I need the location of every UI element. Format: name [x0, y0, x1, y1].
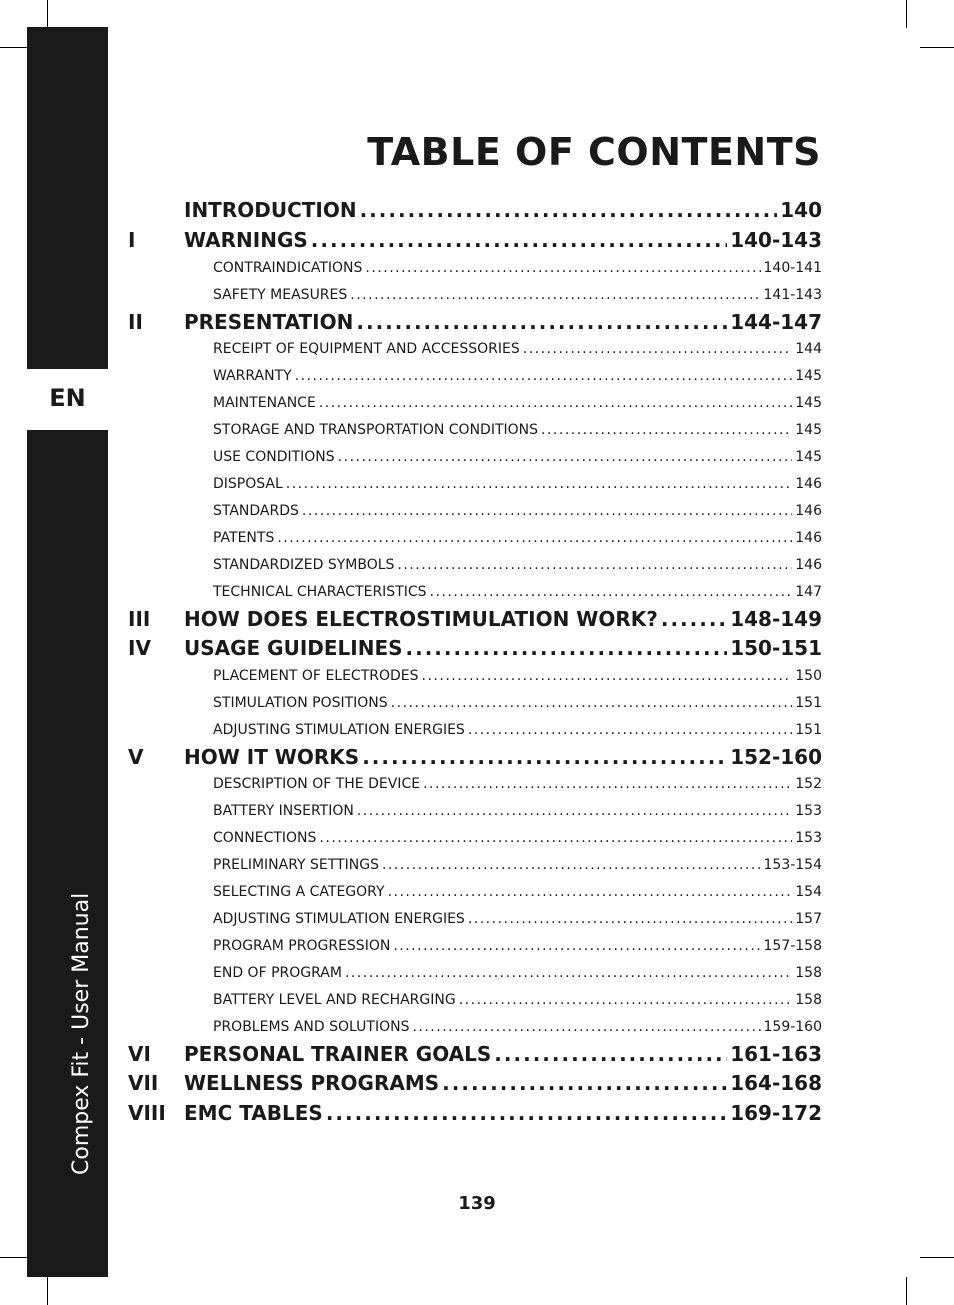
entry-title: BATTERY LEVEL AND RECHARGING: [213, 992, 456, 1008]
entry-title: PERSONAL TRAINER GOALS: [184, 1042, 492, 1066]
entry-title: HOW DOES ELECTROSTIMULATION WORK?: [184, 607, 658, 631]
dot-leader: [362, 744, 727, 771]
entry-title: RECEIPT OF EQUIPMENT AND ACCESSORIES: [213, 341, 520, 357]
toc-section-entry[interactable]: [128, 606, 822, 633]
entry-title: WARNINGS: [184, 228, 308, 252]
dot-leader: [319, 825, 792, 852]
toc-subsection-entry[interactable]: [128, 255, 822, 282]
entry-title: ADJUSTING STIMULATION ENERGIES: [213, 911, 465, 927]
toc-subsection-entry[interactable]: [128, 798, 822, 825]
entry-title: WELLNESS PROGRAMS: [184, 1071, 440, 1095]
entry-page: 153: [795, 803, 822, 819]
toc-section-entry[interactable]: [128, 1041, 822, 1068]
section-number: VI: [128, 1042, 151, 1066]
dot-leader: [365, 255, 760, 282]
toc-section-entry[interactable]: [128, 195, 822, 225]
entry-page: 152-160: [730, 745, 822, 769]
toc-subsection-entry[interactable]: [128, 444, 822, 471]
entry-page: 151: [795, 695, 822, 711]
entry-title: PRELIMINARY SETTINGS: [213, 857, 379, 873]
entry-page: 144: [795, 341, 822, 357]
dot-leader: [442, 1068, 727, 1098]
entry-title: ADJUSTING STIMULATION ENERGIES: [213, 722, 465, 738]
entry-title: DESCRIPTION OF THE DEVICE: [213, 776, 421, 792]
section-number: VIII: [128, 1101, 166, 1125]
page-title: TABLE OF CONTENTS: [367, 130, 821, 174]
entry-title: EMC TABLES: [184, 1101, 323, 1125]
dot-leader: [388, 879, 793, 906]
entry-page: 141-143: [763, 287, 822, 303]
toc-subsection-entry[interactable]: [128, 663, 822, 690]
dot-leader: [459, 987, 793, 1014]
dot-leader: [350, 282, 760, 309]
dot-leader: [412, 1014, 760, 1041]
dot-leader: [523, 336, 793, 363]
entry-page: 161-163: [730, 1042, 822, 1066]
crop-mark: [906, 1277, 907, 1305]
section-number: VII: [128, 1071, 159, 1095]
entry-title: STORAGE AND TRANSPORTATION CONDITIONS: [213, 422, 539, 438]
entry-title: DISPOSAL: [213, 476, 283, 492]
toc-subsection-entry[interactable]: [128, 852, 822, 879]
crop-mark: [906, 0, 907, 28]
dot-leader: [430, 579, 793, 606]
section-number: IV: [128, 636, 151, 660]
entry-title: PROGRAM PROGRESSION: [213, 938, 391, 954]
crop-mark: [0, 1257, 28, 1258]
dot-leader: [468, 717, 792, 744]
entry-page: 150-151: [730, 636, 822, 660]
entry-page: 146: [795, 530, 822, 546]
table-of-contents: [128, 195, 822, 1128]
toc-section-entry[interactable]: [128, 1068, 822, 1098]
dot-leader: [356, 309, 727, 336]
entry-title: PRESENTATION: [184, 310, 354, 334]
dot-leader: [326, 1098, 727, 1128]
entry-title: SELECTING A CATEGORY: [213, 884, 385, 900]
entry-page: 153: [795, 830, 822, 846]
entry-page: 158: [795, 965, 822, 981]
dot-leader: [295, 363, 793, 390]
entry-title: HOW IT WORKS: [184, 745, 360, 769]
dot-leader: [494, 1041, 727, 1068]
entry-title: PLACEMENT OF ELECTRODES: [213, 668, 419, 684]
entry-title: PATENTS: [213, 530, 275, 546]
crop-mark: [47, 1277, 48, 1305]
entry-page: 147: [795, 584, 822, 600]
entry-page: 146: [795, 476, 822, 492]
entry-title: CONNECTIONS: [213, 830, 317, 846]
dot-leader: [468, 906, 792, 933]
toc-section-entry[interactable]: [128, 1098, 822, 1128]
dot-leader: [423, 771, 792, 798]
toc-subsection-entry[interactable]: [128, 498, 822, 525]
entry-title: INTRODUCTION: [184, 198, 357, 222]
toc-subsection-entry[interactable]: [128, 690, 822, 717]
toc-section-entry[interactable]: [128, 744, 822, 771]
manual-label: Compex Fit - User Manual: [69, 892, 94, 1175]
crop-mark: [47, 0, 48, 28]
entry-page: 164-168: [730, 1071, 822, 1095]
entry-page: 152: [795, 776, 822, 792]
entry-page: 140: [780, 198, 822, 222]
entry-title: USAGE GUIDELINES: [184, 636, 403, 660]
dot-leader: [319, 390, 792, 417]
entry-title: STANDARDS: [213, 503, 299, 519]
entry-title: USE CONDITIONS: [213, 449, 335, 465]
toc-subsection-entry[interactable]: [128, 471, 822, 498]
toc-subsection-entry[interactable]: [128, 906, 822, 933]
entry-title: CONTRAINDICATIONS: [213, 260, 363, 276]
dot-leader: [360, 195, 778, 225]
entry-title: STIMULATION POSITIONS: [213, 695, 388, 711]
sidebar-top-band: [27, 27, 108, 369]
entry-page: 157-158: [763, 938, 822, 954]
language-tab: EN: [49, 384, 86, 412]
toc-subsection-entry[interactable]: [128, 879, 822, 906]
toc-subsection-entry[interactable]: [128, 552, 822, 579]
toc-subsection-entry[interactable]: [128, 933, 822, 960]
toc-section-entry[interactable]: [128, 309, 822, 336]
dot-leader: [382, 852, 761, 879]
entry-page: 145: [795, 422, 822, 438]
toc-subsection-entry[interactable]: [128, 1014, 822, 1041]
section-number: III: [128, 607, 151, 631]
dot-leader: [661, 606, 727, 633]
toc-subsection-entry[interactable]: [128, 336, 822, 363]
entry-page: 145: [795, 368, 822, 384]
toc-subsection-entry[interactable]: [128, 717, 822, 744]
dot-leader: [311, 225, 727, 255]
toc-subsection-entry[interactable]: [128, 579, 822, 606]
entry-title: MAINTENANCE: [213, 395, 316, 411]
entry-title: SAFETY MEASURES: [213, 287, 348, 303]
toc-subsection-entry[interactable]: [128, 417, 822, 444]
section-number: II: [128, 310, 143, 334]
entry-page: 146: [795, 557, 822, 573]
dot-leader: [302, 498, 792, 525]
toc-section-entry[interactable]: [128, 633, 822, 663]
entry-page: 144-147: [730, 310, 822, 334]
toc-subsection-entry[interactable]: [128, 987, 822, 1014]
entry-page: 154: [795, 884, 822, 900]
entry-page: 140-141: [763, 260, 822, 276]
toc-subsection-entry[interactable]: [128, 771, 822, 798]
entry-page: 158: [795, 992, 822, 1008]
dot-leader: [541, 417, 792, 444]
entry-page: 153-154: [763, 857, 822, 873]
entry-title: BATTERY INSERTION: [213, 803, 354, 819]
crop-mark: [0, 47, 28, 48]
entry-title: STANDARDIZED SYMBOLS: [213, 557, 395, 573]
crop-mark: [920, 47, 954, 48]
toc-subsection-entry[interactable]: [128, 960, 822, 987]
section-number: V: [128, 745, 144, 769]
dot-leader: [393, 933, 760, 960]
entry-page: 145: [795, 449, 822, 465]
entry-title: END OF PROGRAM: [213, 965, 342, 981]
toc-subsection-entry[interactable]: [128, 282, 822, 309]
entry-page: 148-149: [730, 607, 822, 631]
toc-subsection-entry[interactable]: [128, 525, 822, 552]
dot-leader: [345, 960, 792, 987]
entry-page: 159-160: [763, 1019, 822, 1035]
dot-leader: [338, 444, 793, 471]
entry-page: 146: [795, 503, 822, 519]
entry-title: PROBLEMS AND SOLUTIONS: [213, 1019, 410, 1035]
crop-mark: [920, 1257, 954, 1258]
entry-page: 145: [795, 395, 822, 411]
dot-leader: [397, 552, 792, 579]
entry-page: 157: [795, 911, 822, 927]
toc-subsection-entry[interactable]: [128, 363, 822, 390]
entry-page: 140-143: [730, 228, 822, 252]
dot-leader: [357, 798, 792, 825]
section-number: I: [128, 228, 136, 252]
toc-subsection-entry[interactable]: [128, 825, 822, 852]
entry-page: 150: [795, 668, 822, 684]
entry-page: 169-172: [730, 1101, 822, 1125]
page-number: 139: [458, 1193, 496, 1214]
dot-leader: [391, 690, 793, 717]
dot-leader: [422, 663, 793, 690]
toc-section-entry[interactable]: [128, 225, 822, 255]
dot-leader: [277, 525, 792, 552]
entry-page: 151: [795, 722, 822, 738]
entry-title: TECHNICAL CHARACTERISTICS: [213, 584, 427, 600]
toc-subsection-entry[interactable]: [128, 390, 822, 417]
entry-title: WARRANTY: [213, 368, 292, 384]
dot-leader: [286, 471, 792, 498]
dot-leader: [406, 633, 728, 663]
